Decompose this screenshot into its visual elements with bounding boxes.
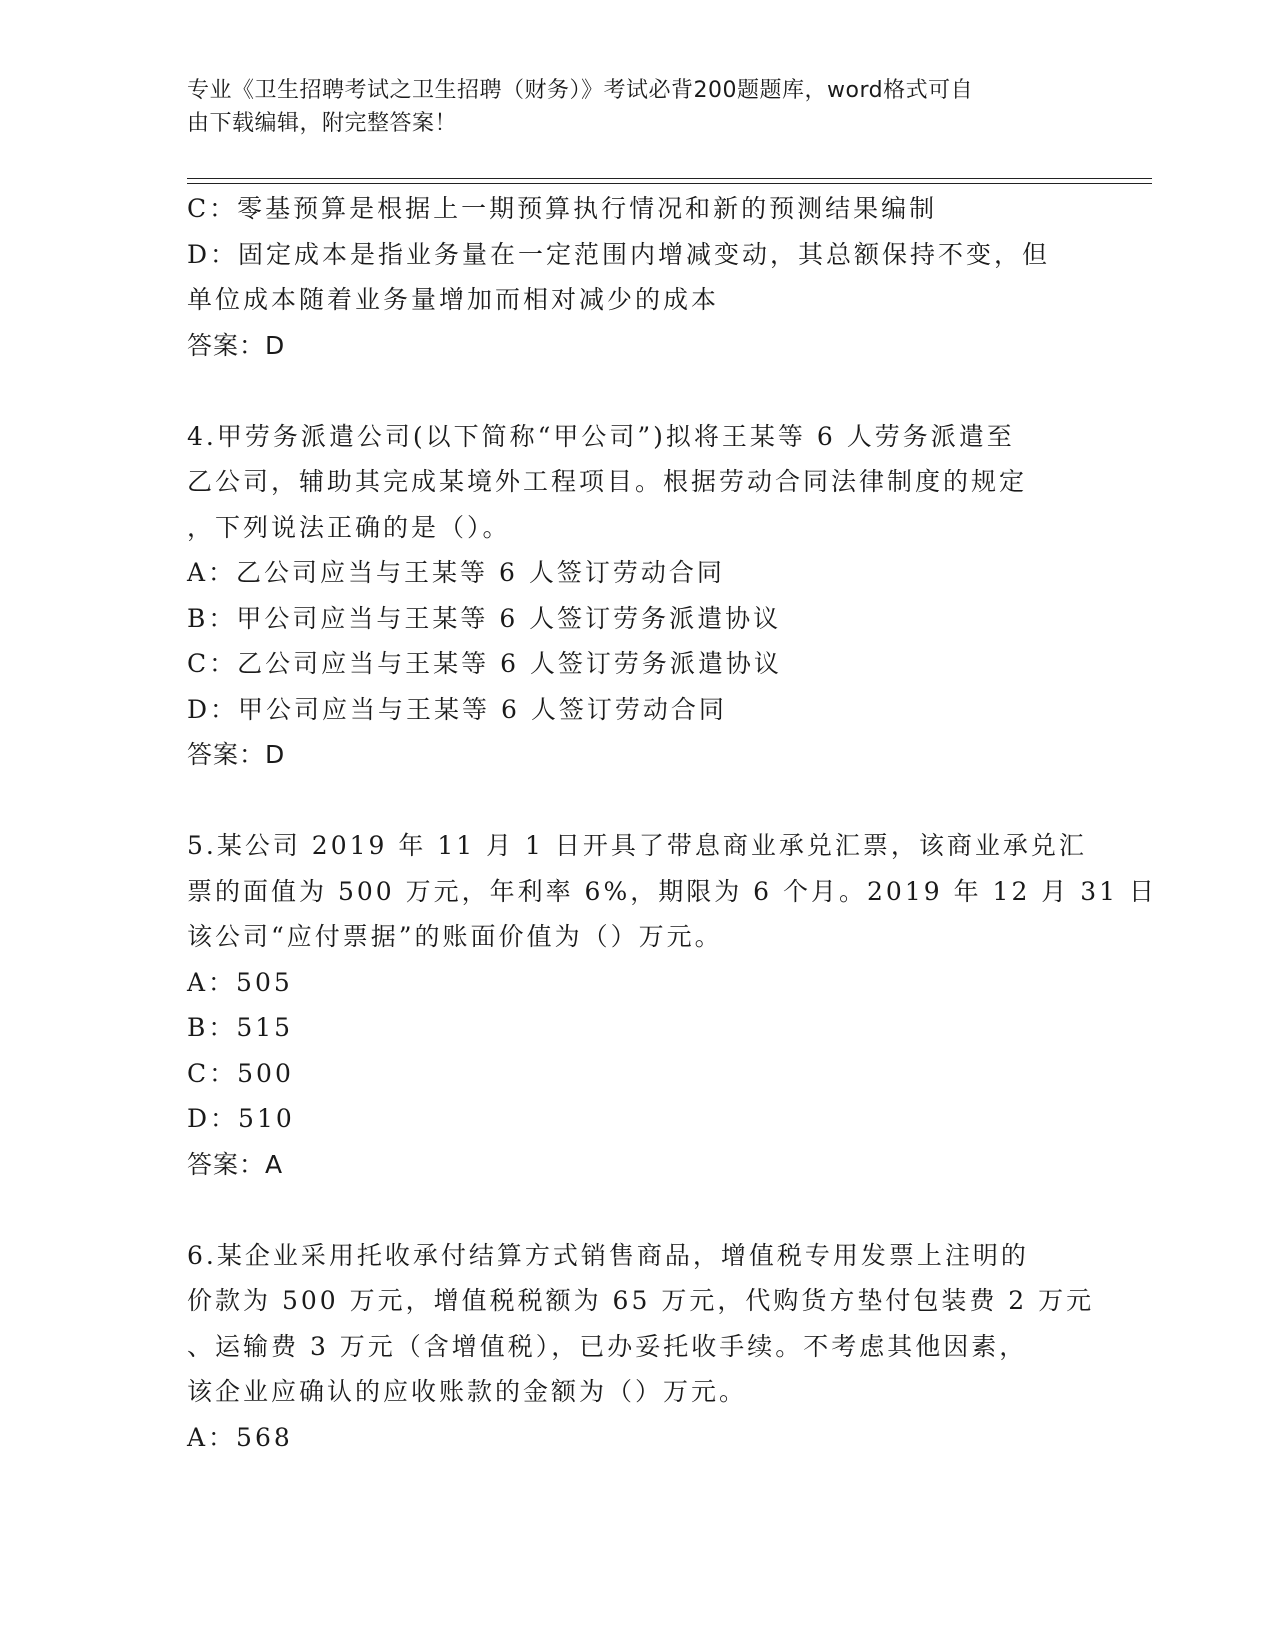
- option-d: D：510: [187, 1104, 295, 1133]
- spacer: [187, 778, 1087, 824]
- document-header: [187, 74, 1067, 140]
- option-a: A：568: [187, 1422, 293, 1452]
- question-stem-line: 该公司“应付票据”的账面价值为（）万元。: [187, 922, 723, 951]
- spacer: [187, 1187, 1087, 1233]
- option-a: A：505: [187, 967, 293, 997]
- spacer: [187, 368, 1087, 414]
- header-divider-top: [187, 178, 1152, 179]
- option-c: C：零基预算是根据上一期预算执行情况和新的预测结果编制: [187, 194, 938, 223]
- question-4: [187, 414, 1087, 778]
- option-b: B：515: [187, 1013, 294, 1042]
- answer: 答案：A: [187, 1149, 284, 1179]
- option-c: C：乙公司应当与王某等 6 人签订劳务派遣协议: [187, 649, 782, 678]
- answer: 答案：D: [187, 740, 286, 769]
- document-body: [187, 186, 1157, 1460]
- question-stem-line: 5.某公司 2019 年 11 月 1 日开具了带息商业承兑汇票，该商业承兑汇: [187, 831, 1087, 860]
- question-6: [187, 1233, 1095, 1461]
- question-stem-line: 票的面值为 500 万元，年利率 6%，期限为 6 个月。2019 年 12 月 31 日: [187, 876, 1157, 906]
- option-d-line-1: D：固定成本是指业务量在一定范围内增减变动，其总额保持不变，但: [187, 239, 1051, 269]
- header-divider-bottom: [187, 183, 1152, 184]
- question-stem-line: ，下列说法正确的是（）。: [187, 512, 511, 542]
- question-stem-line: 、运输费 3 万元（含增值税），已办妥托收手续。不考虑其他因素，: [187, 1331, 1028, 1361]
- option-a: A：乙公司应当与王某等 6 人签订劳动合同: [187, 558, 725, 587]
- option-b: B：甲公司应当与王某等 6 人签订劳务派遣协议: [187, 603, 782, 633]
- option-d-line-2: 单位成本随着业务量增加而相对减少的成本: [187, 285, 720, 314]
- question-stem-line: 该企业应确认的应收账款的金额为（）万元。: [187, 1377, 748, 1406]
- option-d: D：甲公司应当与王某等 6 人签订劳动合同: [187, 694, 727, 724]
- header-line-1: 专业《卫生招聘考试之卫生招聘（财务）》考试必背200题题库，word格式可自: [187, 78, 974, 103]
- option-c: C：500: [187, 1058, 294, 1088]
- header-line-2: 由下载编辑，附完整答案！: [187, 111, 458, 136]
- question-stem-line: 价款为 500 万元，增值税税额为 65 万元，代购货方垫付包装费 2 万元: [187, 1286, 1095, 1315]
- answer: 答案：D: [187, 330, 286, 360]
- question-stem-line: 6.某企业采用托收承付结算方式销售商品，增值税专用发票上注明的: [187, 1240, 1029, 1270]
- question-3-tail: [187, 186, 1087, 368]
- question-stem-line: 4.甲劳务派遣公司(以下简称“甲公司”)拟将王某等 6 人劳务派遣至: [187, 421, 1015, 451]
- question-5: [187, 823, 1157, 1187]
- question-stem-line: 乙公司，辅助其完成某境外工程项目。根据劳动合同法律制度的规定: [187, 467, 1028, 496]
